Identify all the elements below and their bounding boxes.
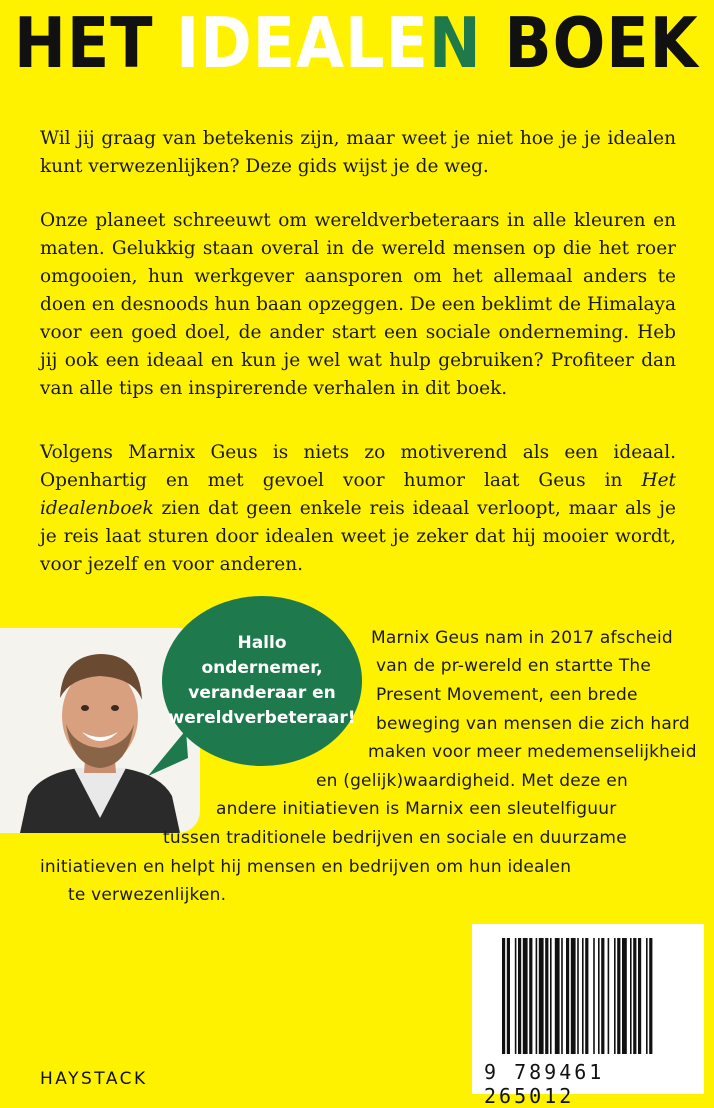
barcode-bar (545, 938, 548, 1054)
isbn-number: 9 789461 265012 (484, 1060, 605, 1108)
barcode-bar (649, 938, 652, 1054)
barcode-bar (529, 938, 532, 1054)
barcode-bar (507, 938, 510, 1054)
title-n: N (428, 2, 482, 85)
speech-bubble-text: Hallo ondernemer, veranderaar en wereldverbeteraar! (168, 633, 356, 728)
barcode-bar (585, 938, 588, 1054)
barcode-bar (555, 938, 560, 1054)
barcode-bar (608, 938, 610, 1054)
barcode-bar (633, 938, 636, 1054)
publisher-logo: HAYSTACK (40, 1069, 148, 1089)
planet-paragraph: Onze planeet schreeuwt om wereldverbeteraars in alle kleuren en maten. Gelukkig staan overal in de wereld mensen op die het roer omgooien, hun werkgever aansporen om het allemaal anders te doen en desnoods hun baan opzeggen. De een beklimt de Himalaya voor een goed doel, de ander start een sociale onderneming. Heb jij ook een ideaal en kun je wel wat hulp gebruiken? Profiteer dan van alle tips en inspirerende verhalen in dit boek. (40, 210, 676, 399)
barcode-bars (472, 924, 704, 1058)
barcode-bar (518, 938, 521, 1054)
barcode-bar (630, 938, 632, 1054)
bio-line: beweging van mensen die zich hard (376, 714, 690, 734)
barcode-bar (536, 938, 538, 1054)
barcode-bar (550, 938, 552, 1054)
bio-line: tussen traditionele bedrijven en sociale en duurzame (163, 828, 627, 848)
barcode-bar (646, 938, 648, 1054)
bio-line: te verwezenlijken. (68, 885, 227, 905)
bio-line: Marnix Geus nam in 2017 afscheid (371, 628, 673, 648)
barcode-bar (617, 938, 620, 1054)
speech-bubble (162, 596, 362, 766)
barcode-bar (561, 938, 563, 1054)
barcode-bar (638, 938, 641, 1054)
intro-paragraph: Wil jij graag van betekenis zijn, maar weet je niet hoe je je idealen kunt verwezenlijken? Deze gids wijst je de weg. (40, 128, 676, 177)
bio-line: initiatieven en helpt hij mensen en bedrijven om hun idealen (40, 857, 572, 877)
barcode-bar (577, 938, 579, 1054)
book-title (14, 0, 714, 87)
barcode-bar (539, 938, 544, 1054)
barcode-bar (614, 938, 616, 1054)
p3-text-b: zien dat geen enkele reis ideaal verloopt, maar als je je reis laat sturen door idealen weet je zeker dat hij mooier wordt, voor jezelf en voor anderen. (40, 498, 676, 575)
title-boek: BOEK (481, 2, 699, 85)
barcode-bar (571, 938, 576, 1054)
bio-line: andere initiatieven is Marnix een sleutelfiguur (216, 799, 617, 819)
speech-bubble-tail (148, 730, 188, 780)
bio-line: Present Movement, een brede (376, 685, 638, 705)
barcode-bar (582, 938, 584, 1054)
barcode-bar (598, 938, 600, 1054)
barcode-bar (502, 938, 505, 1054)
book-title-italic: Het idealenboek (40, 470, 676, 519)
bio-line: maken voor meer medemenselijkheid (368, 742, 697, 762)
bio-line: van de pr-wereld en startte The (376, 656, 652, 676)
title-het: HET (14, 2, 177, 85)
barcode-bar (593, 938, 595, 1054)
title-ideale: IDEALE (176, 2, 429, 85)
p3-text-a: Volgens Marnix Geus is niets zo motiverend als een ideaal. Openhartig en met gevoel voor humor laat Geus in (40, 442, 676, 491)
barcode-bar (515, 938, 517, 1054)
barcode-bar (566, 938, 569, 1054)
barcode-bar (523, 938, 528, 1054)
bio-line: en (gelijk)waardigheid. Met deze en (316, 771, 628, 791)
barcode-bar (601, 938, 604, 1054)
barcode-bar (622, 938, 627, 1054)
author-paragraph (40, 439, 676, 579)
